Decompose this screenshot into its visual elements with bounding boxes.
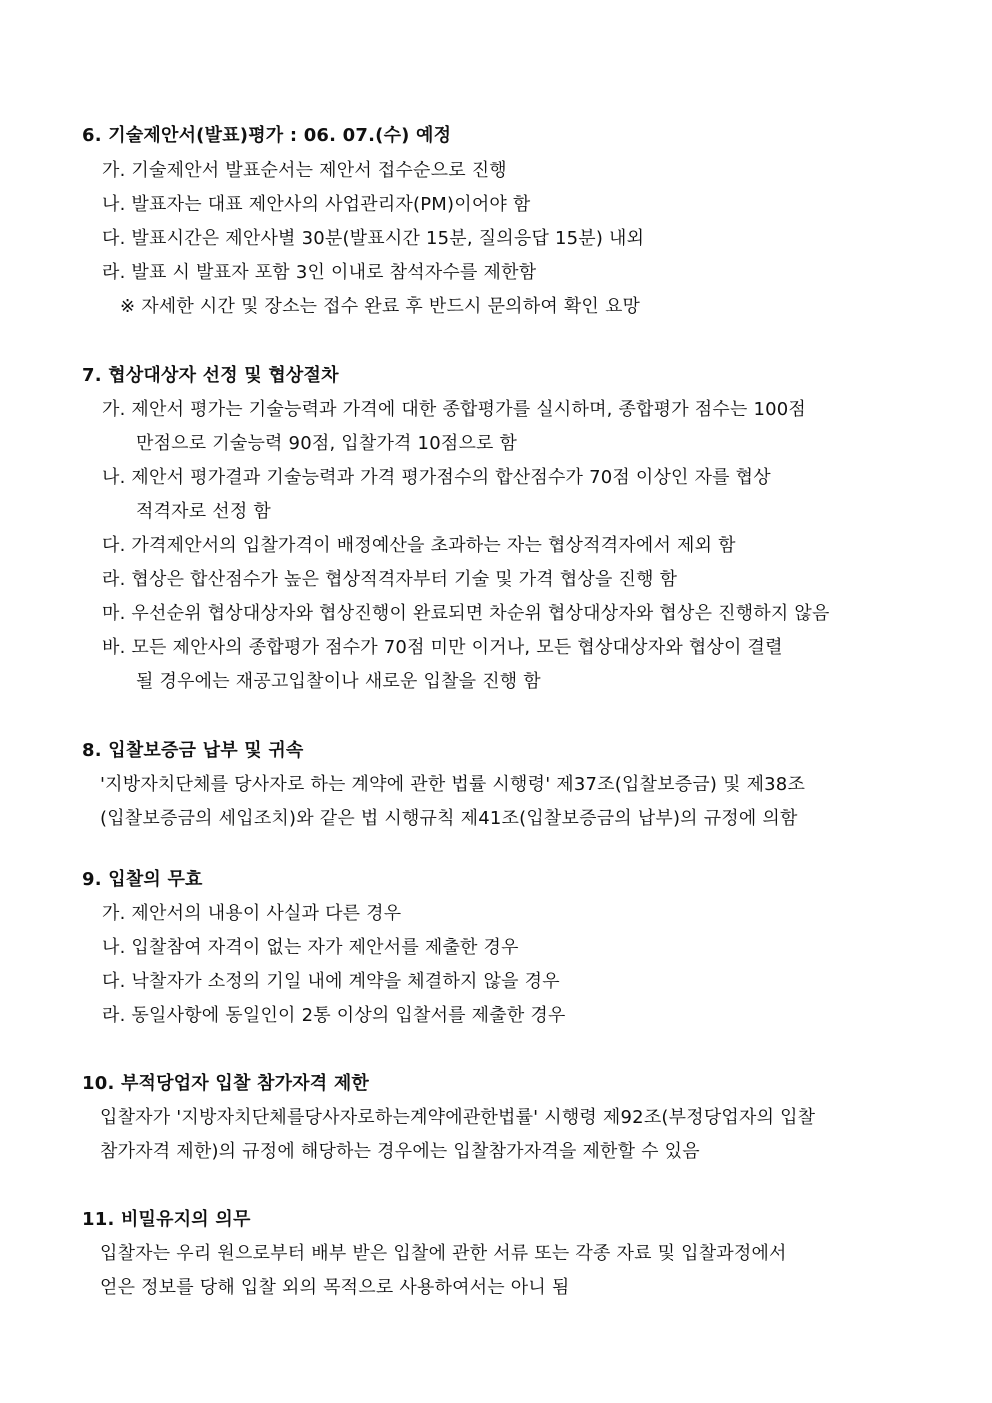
section-9-item-da: 다. 낙찰자가 소정의 기일 내에 계약을 체결하지 않을 경우: [102, 971, 560, 992]
section-7-item-na-cont: 적격자로 선정 함: [136, 501, 271, 522]
section-10-paragraph-line-1: 입찰자가 '지방자치단체를당사자로하는계약에관한법률' 시행령 제92조(부정당업자의 입찰: [100, 1107, 816, 1128]
section-8-heading: 8. 입찰보증금 납부 및 귀속: [82, 740, 304, 761]
section-11-heading: 11. 비밀유지의 의무: [82, 1209, 251, 1230]
section-9-heading: 9. 입찰의 무효: [82, 869, 203, 890]
section-9-item-ra: 라. 동일사항에 동일인이 2통 이상의 입찰서를 제출한 경우: [102, 1005, 566, 1026]
section-7-item-ga: 가. 제안서 평가는 기술능력과 가격에 대한 종합평가를 실시하며, 종합평가 점수는 100점: [102, 399, 807, 420]
section-9-item-na: 나. 입찰참여 자격이 없는 자가 제안서를 제출한 경우: [102, 937, 519, 958]
section-7-item-ra: 라. 협상은 합산점수가 높은 협상적격자부터 기술 및 가격 협상을 진행 함: [102, 569, 678, 590]
section-6-note: ※ 자세한 시간 및 장소는 접수 완료 후 반드시 문의하여 확인 요망: [120, 296, 641, 317]
section-10-paragraph-line-2: 참가자격 제한)의 규정에 해당하는 경우에는 입찰참가자격을 제한할 수 있음: [100, 1141, 700, 1162]
section-6-item-da: 다. 발표시간은 제안사별 30분(발표시간 15분, 질의응답 15분) 내외: [102, 228, 645, 249]
section-9-item-ga: 가. 제안서의 내용이 사실과 다른 경우: [102, 903, 402, 924]
section-7-heading: 7. 협상대상자 선정 및 협상절차: [82, 365, 339, 386]
section-7-item-ma: 마. 우선순위 협상대상자와 협상진행이 완료되면 차순위 협상대상자와 협상은 진행하지 않음: [102, 603, 830, 624]
section-6-item-na: 나. 발표자는 대표 제안사의 사업관리자(PM)이어야 함: [102, 194, 531, 215]
section-11-paragraph-line-2: 얻은 정보를 당해 입찰 외의 목적으로 사용하여서는 아니 됨: [100, 1277, 570, 1298]
section-8-paragraph-line-1: '지방자치단체를 당사자로 하는 계약에 관한 법률 시행령' 제37조(입찰보증금) 및 제38조: [100, 774, 806, 795]
section-11-paragraph-line-1: 입찰자는 우리 원으로부터 배부 받은 입찰에 관한 서류 또는 각종 자료 및 입찰과정에서: [100, 1243, 787, 1264]
section-7-item-da: 다. 가격제안서의 입찰가격이 배정예산을 초과하는 자는 협상적격자에서 제외 함: [102, 535, 736, 556]
section-7-item-ba-cont: 될 경우에는 재공고입찰이나 새로운 입찰을 진행 함: [136, 671, 541, 692]
section-7-item-ba: 바. 모든 제안사의 종합평가 점수가 70점 미만 이거나, 모든 협상대상자와 협상이 결렬: [102, 637, 783, 658]
section-6-item-ga: 가. 기술제안서 발표순서는 제안서 접수순으로 진행: [102, 160, 507, 181]
section-7-item-na: 나. 제안서 평가결과 기술능력과 가격 평가점수의 합산점수가 70점 이상인 자를 협상: [102, 467, 771, 488]
section-10-heading: 10. 부적당업자 입찰 참가자격 제한: [82, 1073, 369, 1094]
section-7-item-ga-cont: 만점으로 기술능력 90점, 입찰가격 10점으로 함: [136, 433, 518, 454]
section-8-paragraph-line-2: (입찰보증금의 세입조치)와 같은 법 시행규칙 제41조(입찰보증금의 납부)의 규정에 의함: [100, 808, 798, 829]
section-6-heading: 6. 기술제안서(발표)평가 : 06. 07.(수) 예정: [82, 125, 452, 146]
section-6-item-ra: 라. 발표 시 발표자 포함 3인 이내로 참석자수를 제한함: [102, 262, 537, 283]
